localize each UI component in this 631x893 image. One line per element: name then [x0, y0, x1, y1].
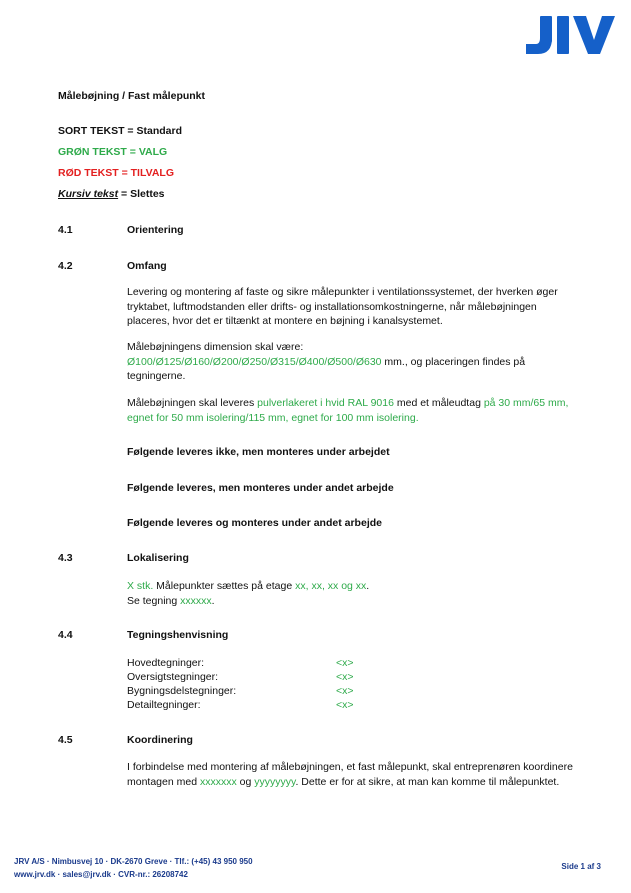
section-4-2-number: 4.2	[58, 260, 73, 272]
omfang-paragraph-2	[127, 340, 577, 384]
legend-eq: =	[118, 167, 131, 179]
drawing-row-label: Detailtegninger:	[127, 699, 201, 711]
legend-sort-key: SORT TEKST	[58, 125, 125, 137]
floor-option: xx, xx, xx og xx	[295, 580, 367, 592]
legend-green	[58, 146, 167, 158]
dimension-options: Ø100/Ø125/Ø160/Ø200/Ø250/Ø315/Ø400/Ø500/Ø630	[127, 355, 382, 368]
delivery-mid: med et måleudtag	[393, 397, 484, 409]
legend-italic-key: Kursiv tekst	[58, 188, 119, 200]
drawing-row-value: <x>	[336, 671, 354, 683]
coordinate-party-2: yyyyyyyy	[254, 775, 296, 788]
lokalisering-paragraph	[127, 579, 577, 608]
legend-red	[58, 167, 174, 179]
legend-sort-value: Standard	[136, 125, 182, 137]
legend-italic	[58, 188, 165, 200]
koordinering-tail: . Dette er for at sikre, at man kan komme til målepunktet.	[295, 775, 560, 788]
subheading-not-delivered: Følgende leveres ikke, men monteres under arbejdet	[127, 446, 390, 458]
section-4-4-title: Tegningshenvisning	[127, 629, 229, 641]
coordinate-party-1: xxxxxxx	[199, 775, 237, 788]
legend-sort	[58, 125, 182, 137]
footer-contact: www.jrv.dk · sales@jrv.dk · CVR-nr.: 26208742	[14, 870, 188, 879]
section-4-2-title: Omfang	[127, 260, 167, 272]
jrv-logo	[520, 12, 618, 58]
drawing-row-label: Hovedtegninger:	[127, 657, 205, 669]
legend-eq: =	[126, 146, 139, 158]
section-4-4-number: 4.4	[58, 629, 73, 641]
legend-green-value: VALG	[138, 146, 168, 158]
jrv-logo-mark	[520, 12, 618, 58]
drawing-row-value: <x>	[336, 685, 354, 697]
section-4-1-number: 4.1	[58, 224, 73, 236]
legend-red-value: TILVALG	[130, 167, 174, 179]
section-4-1-title: Orientering	[127, 224, 184, 236]
drawing-row-label: Oversigtstegninger:	[127, 671, 219, 683]
document-title: Målebøjning / Fast målepunkt	[58, 90, 206, 102]
koordinering-and: og	[236, 775, 255, 788]
lokalisering-text: Målepunkter sættes på etage	[153, 580, 296, 592]
section-4-3-number: 4.3	[58, 552, 73, 564]
drawing-option: xxxxxx	[180, 594, 212, 607]
delivery-color-option: pulverlakeret i hvid RAL 9016	[257, 397, 394, 409]
see-drawing-period: .	[211, 594, 215, 607]
subheading-delivered-mounted-other: Følgende leveres og monteres under andet arbejde	[127, 517, 382, 529]
section-4-3-title: Lokalisering	[127, 552, 189, 564]
drawing-row-label: Bygningsdelstegninger:	[127, 685, 237, 697]
delivery-outlet-option: på 30 mm/65 mm, egnet for 50 mm isolering/115 mm, egnet for 100 mm isolering.	[127, 397, 569, 424]
footer-address: JRV A/S · Nimbusvej 10 · DK-2670 Greve · Tlf.: (+45) 43 950 950	[14, 857, 253, 866]
delivery-intro: Målebøjningen skal leveres	[127, 397, 258, 409]
dimension-tail: mm., og placeringen findes på tegningerne.	[127, 355, 526, 382]
legend-green-key: GRØN TEKST	[58, 146, 127, 158]
section-4-5-number: 4.5	[58, 734, 73, 746]
koordinering-paragraph	[127, 760, 577, 789]
subheading-delivered-other-work: Følgende leveres, men monteres under andet arbejde	[127, 482, 394, 494]
legend-red-key: RØD TEKST	[58, 167, 119, 179]
omfang-paragraph-3	[127, 396, 577, 425]
legend-eq: =	[124, 125, 137, 137]
page-number: Side 1 af 3	[561, 862, 601, 871]
drawing-row-value: <x>	[336, 699, 354, 711]
section-4-5-title: Koordinering	[127, 734, 193, 746]
drawing-row-value: <x>	[336, 657, 354, 669]
koordinering-text: I forbindelse med montering af målebøjningen, et fast målepunkt, skal entreprenøren koordinere montagen med	[127, 761, 573, 788]
legend-eq: =	[118, 188, 131, 200]
omfang-paragraph-1: Levering og montering af faste og sikre målepunkter i ventilationssystemet, der hverken øger tryktabet, luftmodstanden eller drifts- og installationsomkostningerne, når målebøjningen placeres, hvor det er tiltænkt at montere en bøjning i kanalsystemet.	[127, 286, 558, 327]
see-drawing-text: Se tegning	[127, 594, 181, 607]
legend-italic-value: Slettes	[130, 188, 165, 200]
dimension-intro: Målebøjningens dimension skal være:	[127, 341, 304, 353]
quantity-option: X stk.	[127, 580, 154, 592]
lokalisering-period: .	[366, 580, 370, 592]
